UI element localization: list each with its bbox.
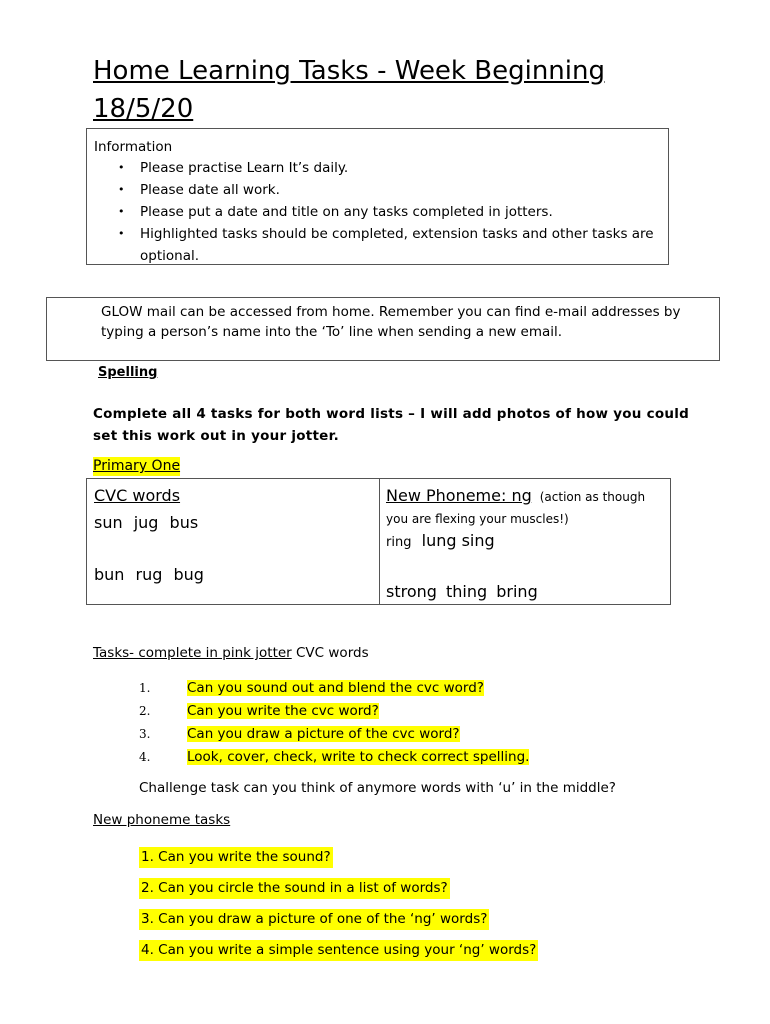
task-text: Can you write the cvc word?: [187, 703, 379, 719]
ng-word: ring: [386, 535, 412, 550]
cvc-heading: CVC words: [94, 486, 181, 505]
list-item: • Please practise Learn It’s daily.: [140, 157, 660, 179]
information-list: [94, 157, 660, 267]
phoneme-task-list: [139, 842, 538, 966]
cvc-tasks-heading-underlined: Tasks- complete in pink jotter: [93, 645, 292, 661]
spelling-instruction: Complete all 4 tasks for both word lists – I will add photos of how you could set this work out in your jotter.: [93, 406, 690, 444]
ng-action-note: (action as though: [539, 490, 646, 504]
information-box: [86, 128, 669, 265]
list-item: • Highlighted tasks should be completed, extension tasks and other tasks are optional.: [140, 223, 660, 267]
task-text: Look, cover, check, write to check correct spelling.: [187, 749, 530, 765]
task-text: Can you draw a picture of the cvc word?: [187, 726, 460, 742]
page-title: Home Learning Tasks - Week Beginning 18/5/20: [93, 56, 605, 124]
list-item: [139, 723, 529, 746]
cvc-task-list: [139, 677, 529, 769]
spelling-heading: Spelling: [98, 365, 158, 380]
cvc-word-line: sun jug bus: [94, 513, 199, 532]
cvc-tasks-heading: [93, 645, 369, 661]
task-text: 2. Can you circle the sound in a list of words?: [139, 878, 450, 899]
ng-word-line: strong thing bring: [386, 582, 538, 601]
list-item: [139, 873, 538, 904]
list-item: [139, 746, 529, 769]
task-text: 1. Can you write the sound?: [139, 847, 333, 868]
ng-heading: New Phoneme: ng: [386, 486, 532, 505]
task-text: Can you sound out and blend the cvc word?: [187, 680, 484, 696]
ng-word-line: [386, 531, 495, 550]
ng-words: lung sing: [421, 531, 495, 550]
list-item: • Please put a date and title on any tasks completed in jotters.: [140, 201, 660, 223]
list-item: [139, 904, 538, 935]
task-text: 4. Can you write a simple sentence using your ‘ng’ words?: [139, 940, 538, 961]
cvc-words-cell: [87, 479, 380, 605]
list-item: [139, 677, 529, 700]
group-label: Primary One: [93, 458, 181, 474]
item-number: 1.: [139, 681, 151, 695]
challenge-task: Challenge task can you think of anymore words with ‘u’ in the middle?: [139, 780, 616, 796]
ng-action-note-cont: you are flexing your muscles!): [386, 512, 569, 526]
glow-mail-box: GLOW mail can be accessed from home. Remember you can find e-mail addresses by typing a person’s name into the ‘To’ line when sending a new email.: [46, 297, 720, 361]
word-lists-table: [86, 478, 671, 605]
ng-words-cell: [380, 479, 671, 605]
list-item: [139, 842, 538, 873]
information-label: Information: [94, 139, 173, 155]
cvc-tasks-heading-rest: CVC words: [291, 645, 369, 661]
list-item: [139, 700, 529, 723]
item-number: 2.: [139, 704, 151, 718]
ng-heading-row: [386, 486, 645, 505]
task-text: 3. Can you draw a picture of one of the ‘ng’ words?: [139, 909, 489, 930]
list-item: • Please date all work.: [140, 179, 660, 201]
item-number: 4.: [139, 750, 151, 764]
new-phoneme-heading: New phoneme tasks: [93, 812, 231, 828]
item-number: 3.: [139, 727, 151, 741]
list-item: [139, 935, 538, 966]
cvc-word-line: bun rug bug: [94, 565, 204, 584]
